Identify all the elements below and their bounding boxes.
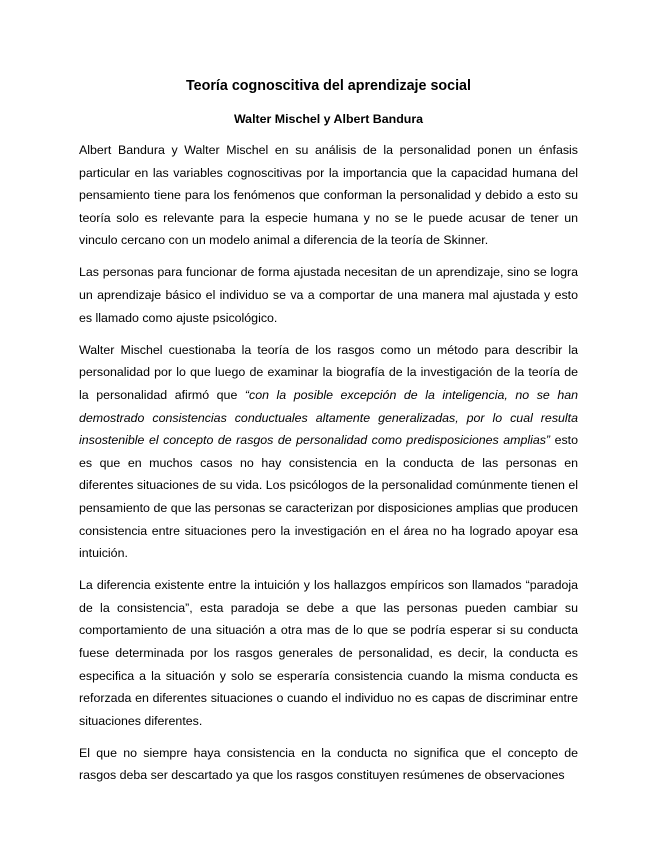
document-body: [79, 139, 578, 797]
paragraph-1: Albert Bandura y Walter Mischel en su análisis de la personalidad ponen un énfasis particular en las variables cognoscitivas por la importancia que la capacidad humana del pensamiento tiene para los fenómenos que conforman la personalidad y debido a esto su teoría solo es relevante para la especie humana y no se le puede acusar de tener un vinculo cercano con un modelo animal a diferencia de la teoría de Skinner.: [79, 143, 578, 248]
paragraph-2: Las personas para funcionar de forma ajustada necesitan de un aprendizaje, sino se logra un aprendizaje básico el individuo se va a comportar de una manera mal ajustada y esto es llamado como ajuste psicológico.: [79, 265, 578, 325]
paragraph-4: La diferencia existente entre la intuición y los hallazgos empíricos son llamados “paradoja de la consistencia”, esta paradoja se debe a que las personas pueden cambiar su comportamiento de una situación a otra mas de lo que se podría esperar si su conducta fuese determinada por los rasgos generales de personalidad, es decir, la conducta es especifica a la situación y solo se esperaría consistencia cuando la misma conducta es reforzada en diferentes situaciones o cuando el individuo no es capas de discriminar entre situaciones diferentes.: [79, 578, 578, 728]
document-authors: Walter Mischel y Albert Bandura: [233, 112, 424, 126]
mischel-quote: “con la posible excepción de la inteligencia, no se han demostrado consistencias conductuales altamente generalizadas, por lo cual resulta insostenible el concepto de rasgos de personalidad como predisposiciones amplias”: [79, 387, 579, 448]
document-title: Teoría cognoscitiva del aprendizaje social: [186, 78, 471, 94]
paragraph-3: [79, 339, 578, 565]
paragraph-3-lead: Walter Mischel cuestionaba la teoría de los rasgos como un método para describir la personalidad por lo que luego de examinar la biografía de la investigación de la teoría de la personalidad afirmó que: [79, 342, 578, 402]
paragraph-5: El que no siempre haya consistencia en la conducta no significa que el concepto de rasgos deba ser descartado ya que los rasgos constituyen resúmenes de observaciones: [79, 745, 578, 783]
paragraph-3-rest: esto es que en muchos casos no hay consistencia en la conducta de las personas en diferentes situaciones de su vida. Los psicólogos de la personalidad comúnmente tienen el pensamiento de que las personas se caracterizan por disposiciones amplias que producen consistencia entre situaciones pero la investigación en el área no ha logrado apoyar esa intuición.: [79, 433, 578, 561]
